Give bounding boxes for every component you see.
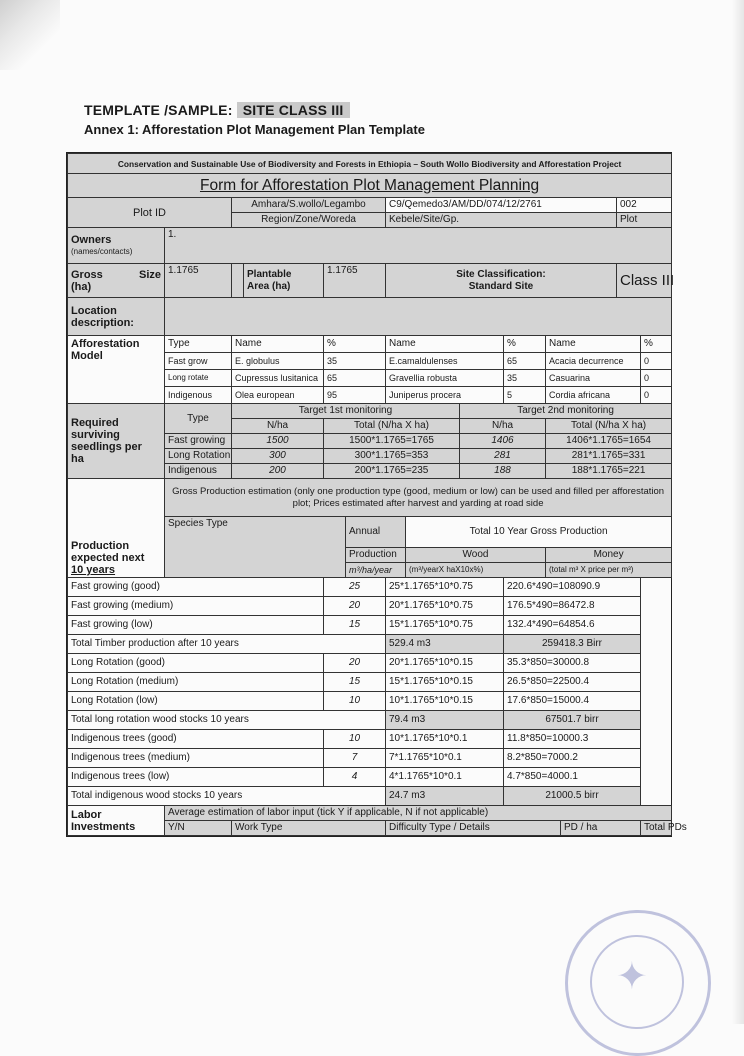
plot-id-location-label: Region/Zone/Woreda	[232, 213, 386, 228]
seedlings-cell: Indigenous	[165, 464, 232, 479]
production-money: 26.5*850=22500.4	[504, 673, 641, 692]
seedlings-cell: 188*1.1765=221	[546, 464, 672, 479]
production-wood: 4*1.1765*10*0.1	[386, 768, 504, 787]
labor-header: Total PDs	[641, 821, 672, 836]
afforestation-cell: 0	[641, 353, 672, 370]
production-money-header: Money	[546, 548, 672, 563]
location-label2: description:	[71, 316, 134, 329]
production-wood: 529.4 m3	[386, 635, 504, 654]
afforestation-cell: Juniperus procera	[386, 387, 504, 404]
labor-note: Average estimation of labor input (tick Y if applicable, N if not applicable)	[165, 806, 672, 821]
production-annual: 4	[324, 768, 386, 787]
plot-management-form	[66, 152, 687, 837]
afforestation-cell: Long rotate	[165, 370, 232, 387]
production-rows	[68, 578, 672, 806]
owners-label-cell	[68, 228, 165, 264]
seedlings-target1-header: Target 1st monitoring	[232, 404, 460, 419]
production-species-header: Species Type	[165, 517, 346, 578]
plot-id-plot-value: 002	[617, 198, 672, 213]
plot-id-code-label: Kebele/Site/Gp.	[386, 213, 617, 228]
seal-star-icon: ✦	[616, 956, 648, 998]
afforestation-label: Afforestation	[71, 338, 140, 350]
afforestation-cell: 95	[324, 387, 386, 404]
afforestation-header-pct3: %	[641, 336, 672, 353]
labor-header: Work Type	[232, 821, 386, 836]
seedlings-sub-header: Total (N/ha X ha)	[324, 419, 460, 434]
production-wood-header: Wood	[406, 548, 546, 563]
production-species: Indigenous trees (good)	[68, 730, 324, 749]
title-site-class: SITE CLASS III	[237, 102, 350, 118]
production-row	[68, 692, 672, 711]
seedlings-cell: 1500*1.1765=1765	[324, 434, 460, 449]
labor-header: PD / ha	[561, 821, 641, 836]
plantable-label: Plantable	[247, 268, 292, 280]
afforestation-label2: Model	[71, 350, 103, 362]
production-row	[68, 730, 672, 749]
plantable-label-cell	[244, 264, 324, 298]
location-value	[165, 298, 672, 336]
production-row	[68, 616, 672, 635]
production-wood: 79.4 m3	[386, 711, 504, 730]
seedlings-cell: Fast growing	[165, 434, 232, 449]
production-wood: 10*1.1765*10*0.15	[386, 692, 504, 711]
afforestation-cell: E.camaldulenses	[386, 353, 504, 370]
production-annual: 7	[324, 749, 386, 768]
gross-size-label: Gross	[71, 268, 103, 281]
production-row	[68, 749, 672, 768]
afforestation-cell: 65	[504, 353, 546, 370]
seedlings-cell: 1406*1.1765=1654	[546, 434, 672, 449]
production-money: 11.8*850=10000.3	[504, 730, 641, 749]
production-note: Gross Production estimation (only one production type (good, medium or low) can be used and filled per afforestation plot; Prices estimated after harvest and yarding at road side	[165, 479, 672, 517]
production-money: 17.6*850=15000.4	[504, 692, 641, 711]
seedlings-cell: 188	[460, 464, 546, 479]
production-row	[68, 768, 672, 787]
plot-id-code-value: C9/Qemedo3/AM/DD/074/12/2761	[386, 198, 617, 213]
production-total-row	[68, 635, 672, 654]
production-money: 220.6*490=108090.9	[504, 578, 641, 597]
site-class-label-cell	[386, 264, 617, 298]
seedlings-sub-header: Total (N/ha X ha)	[546, 419, 672, 434]
production-annual: 20	[324, 597, 386, 616]
production-annual: 10	[324, 730, 386, 749]
plantable-value: 1.1765	[324, 264, 386, 298]
production-total-header: Total 10 Year Gross Production	[406, 517, 672, 548]
production-annual-header: Annual	[346, 517, 406, 548]
plot-id-location-value: Amhara/S.wollo/Legambo	[232, 198, 386, 213]
production-annual: 15	[324, 673, 386, 692]
afforestation-cell: Casuarina	[546, 370, 641, 387]
production-money: 67501.7 birr	[504, 711, 641, 730]
afforestation-label-cell	[68, 336, 165, 404]
production-wood: 25*1.1765*10*0.75	[386, 578, 504, 597]
afforestation-cell: E. globulus	[232, 353, 324, 370]
production-wood: 7*1.1765*10*0.1	[386, 749, 504, 768]
afforestation-header-pct1: %	[324, 336, 386, 353]
plantable-label2: Area (ha)	[247, 280, 291, 292]
seedlings-label-cell	[68, 404, 165, 479]
seedlings-cell: 300	[232, 449, 324, 464]
seedlings-type-header: Type	[165, 404, 232, 434]
plot-id-plot-label: Plot	[617, 213, 672, 228]
labor-label2: Investments	[71, 820, 136, 833]
seedlings-sub-header: N/ha	[460, 419, 546, 434]
afforestation-cell: Gravellia robusta	[386, 370, 504, 387]
production-wood: 15*1.1765*10*0.15	[386, 673, 504, 692]
production-label: Production	[71, 540, 130, 552]
owners-label: Owners	[71, 233, 112, 246]
owners-value: 1.	[165, 228, 672, 264]
seedlings-cell: 281*1.1765=331	[546, 449, 672, 464]
production-annual: 10	[324, 692, 386, 711]
production-money: 8.2*850=7000.2	[504, 749, 641, 768]
production-species: Long Rotation (low)	[68, 692, 324, 711]
seedlings-label2: surviving	[71, 429, 120, 441]
production-money: 21000.5 birr	[504, 787, 641, 806]
production-wood: 15*1.1765*10*0.75	[386, 616, 504, 635]
afforestation-header-name2: Name	[386, 336, 504, 353]
production-money: 35.3*850=30000.8	[504, 654, 641, 673]
production-species: Long Rotation (medium)	[68, 673, 324, 692]
production-row	[68, 578, 672, 597]
production-annual: 20	[324, 654, 386, 673]
plot-id-label: Plot ID	[68, 198, 232, 228]
afforestation-cell: 0	[641, 387, 672, 404]
location-label-cell	[68, 298, 165, 336]
afforestation-cell: Indigenous	[165, 387, 232, 404]
project-name: Conservation and Sustainable Use of Biodiversity and Forests in Ethiopia – South Wollo Biodiversity and Afforestation Project	[68, 154, 672, 174]
production-total-row	[68, 711, 672, 730]
seedlings-sub-header: N/ha	[232, 419, 324, 434]
form-table	[67, 153, 687, 836]
scan-edge	[732, 0, 744, 1024]
afforestation-header-name1: Name	[232, 336, 324, 353]
site-class-label2: Standard Site	[468, 280, 534, 292]
site-class-label: Site Classification:	[456, 268, 546, 280]
production-species: Total long rotation wood stocks 10 years	[68, 711, 386, 730]
seedlings-cell: 1406	[460, 434, 546, 449]
afforestation-cell: Acacia decurrence	[546, 353, 641, 370]
gross-size-label-cell	[68, 264, 165, 298]
afforestation-header-name3: Name	[546, 336, 641, 353]
production-label2: expected next	[71, 552, 145, 564]
title-prefix: TEMPLATE /SAMPLE:	[84, 102, 233, 118]
seedlings-label3: seedlings per	[71, 441, 142, 453]
production-money: 176.5*490=86472.8	[504, 597, 641, 616]
labor-label: Labor	[71, 808, 102, 821]
labor-label-cell	[68, 806, 165, 836]
afforestation-cell: 65	[324, 370, 386, 387]
gross-size-spacer	[232, 264, 244, 298]
production-species: Indigenous trees (medium)	[68, 749, 324, 768]
seedlings-cell: 281	[460, 449, 546, 464]
seedlings-cell: 200*1.1765=235	[324, 464, 460, 479]
afforestation-cell: Fast grow	[165, 353, 232, 370]
production-annual: 25	[324, 578, 386, 597]
production-money: 259418.3 Birr	[504, 635, 641, 654]
production-wood: 24.7 m3	[386, 787, 504, 806]
form-title: Form for Afforestation Plot Management Planning	[68, 174, 672, 198]
document-subtitle: Annex 1: Afforestation Plot Management Plan Template	[84, 122, 425, 137]
afforestation-cell: Cupressus lusitanica	[232, 370, 324, 387]
seedlings-label: Required	[71, 417, 119, 429]
document-title	[84, 102, 350, 118]
seedlings-cell: 1500	[232, 434, 324, 449]
production-annual-header2: Production	[346, 548, 406, 563]
location-label: Location	[71, 304, 117, 317]
production-row	[68, 597, 672, 616]
afforestation-cell: 35	[324, 353, 386, 370]
owners-sublabel: (names/contacts)	[71, 246, 133, 256]
production-species: Fast growing (good)	[68, 578, 324, 597]
seedlings-label4: ha	[71, 453, 84, 465]
seedlings-cell: 300*1.1765=353	[324, 449, 460, 464]
afforestation-cell: Cordia africana	[546, 387, 641, 404]
site-class-value: Class III	[617, 264, 672, 298]
production-money: 4.7*850=4000.1	[504, 768, 641, 787]
production-total-row	[68, 787, 672, 806]
production-wood-unit: (m³/yearX haX10x%)	[406, 563, 546, 578]
official-seal-icon	[565, 910, 711, 1056]
production-label3: 10 years	[71, 564, 116, 576]
production-row	[68, 654, 672, 673]
afforestation-cell: 35	[504, 370, 546, 387]
gross-size-unit: (ha)	[71, 280, 92, 293]
production-annual-unit: m³/ha/year	[346, 563, 406, 578]
afforestation-cell: 5	[504, 387, 546, 404]
labor-header: Difficulty Type / Details	[386, 821, 561, 836]
afforestation-cell: Olea european	[232, 387, 324, 404]
production-species: Long Rotation (good)	[68, 654, 324, 673]
production-species: Fast growing (low)	[68, 616, 324, 635]
scan-shadow	[0, 0, 60, 70]
afforestation-header-type: Type	[165, 336, 232, 353]
production-label-cell	[68, 479, 165, 578]
labor-header: Y/N	[165, 821, 232, 836]
production-species: Indigenous trees (low)	[68, 768, 324, 787]
production-annual: 15	[324, 616, 386, 635]
seedlings-cell: Long Rotation	[165, 449, 232, 464]
afforestation-cell: 0	[641, 370, 672, 387]
production-money: 132.4*490=64854.6	[504, 616, 641, 635]
production-row	[68, 673, 672, 692]
production-wood: 20*1.1765*10*0.75	[386, 597, 504, 616]
production-species: Total indigenous wood stocks 10 years	[68, 787, 386, 806]
production-money-unit: (total m³ X price per m³)	[546, 563, 672, 578]
afforestation-header-pct2: %	[504, 336, 546, 353]
production-species: Fast growing (medium)	[68, 597, 324, 616]
gross-size-value: 1.1765	[165, 264, 232, 298]
production-species: Total Timber production after 10 years	[68, 635, 386, 654]
seedlings-cell: 200	[232, 464, 324, 479]
production-wood: 20*1.1765*10*0.15	[386, 654, 504, 673]
seedlings-target2-header: Target 2nd monitoring	[460, 404, 672, 419]
production-wood: 10*1.1765*10*0.1	[386, 730, 504, 749]
gross-size-label2: Size	[138, 268, 161, 281]
